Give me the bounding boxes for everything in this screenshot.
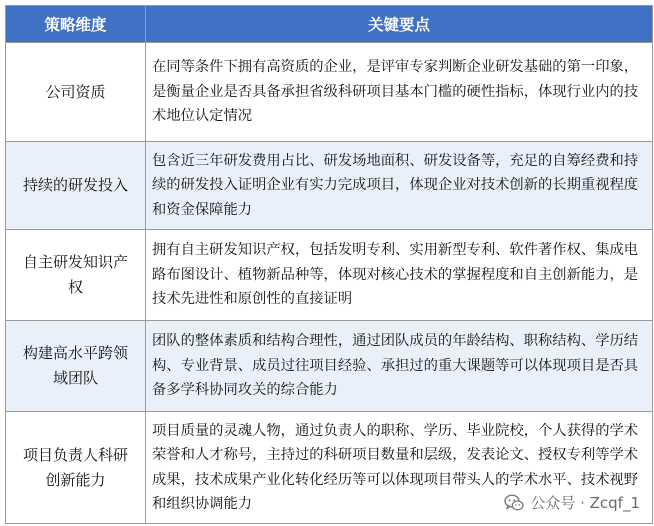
dimension-cell bbox=[6, 321, 146, 412]
dimension-label: 构建高水平跨领域团队 bbox=[22, 344, 128, 387]
table-header-row bbox=[6, 6, 653, 43]
strategy-table bbox=[5, 5, 653, 524]
table-row bbox=[6, 321, 653, 412]
watermark bbox=[500, 491, 644, 514]
dimension-cell bbox=[6, 142, 146, 230]
key-points-cell: 项目质量的灵魂人物，通过负责人的职称、学历、毕业院校，个人获得的学术荣誉和人才称号，主持过的科研项目数量和层级，发表论文、授权专利等学术成果，技术成果产业化转化经历等可以体现项目带头人的学术水平、技术视野和组织协调能力 bbox=[146, 412, 653, 524]
dimension-cell bbox=[6, 412, 146, 524]
dimension-cell bbox=[6, 230, 146, 321]
table-row bbox=[6, 142, 653, 230]
dimension-label: 持续的研发投入 bbox=[22, 176, 128, 194]
header-key-points: 关键要点 bbox=[146, 6, 653, 43]
dimension-label: 项目负责人科研创新能力 bbox=[22, 445, 128, 489]
dimension-cell bbox=[6, 43, 146, 142]
table-row bbox=[6, 230, 653, 321]
dimension-label: 自主研发知识产权 bbox=[22, 253, 128, 296]
header-strategy-dimension: 策略维度 bbox=[6, 6, 146, 43]
dimension-label: 公司资质 bbox=[45, 82, 106, 101]
key-points-cell: 拥有自主研发知识产权，包括发明专利、实用新型专利、软件著作权、集成电路布图设计、植物新品种等，体现对核心技术的掌握程度和自主创新能力，是技术先进性和原创性的直接证明 bbox=[146, 230, 653, 321]
watermark-text: 公众号 · Zcqf_1 bbox=[530, 494, 640, 512]
key-points-cell: 包含近三年研发费用占比、研发场地面积、研发设备等，充足的自筹经费和持续的研发投入证明企业有实力完成项目，体现企业对技术创新的长期重视程度和资金保障能力 bbox=[146, 142, 653, 230]
key-points-cell: 在同等条件下拥有高资质的企业，是评审专家判断企业研发基础的第一印象，是衡量企业是否具备承担省级科研项目基本门槛的硬性指标，体现行业内的技术地位认定情况 bbox=[146, 43, 653, 142]
table-row bbox=[6, 43, 653, 142]
key-points-cell: 团队的整体素质和结构合理性，通过团队成员的年龄结构、职称结构、学历结构、专业背景、成员过往项目经验、承担过的重大课题等可以体现项目是否具备多学科协同攻关的综合能力 bbox=[146, 321, 653, 412]
wechat-icon bbox=[504, 494, 524, 512]
